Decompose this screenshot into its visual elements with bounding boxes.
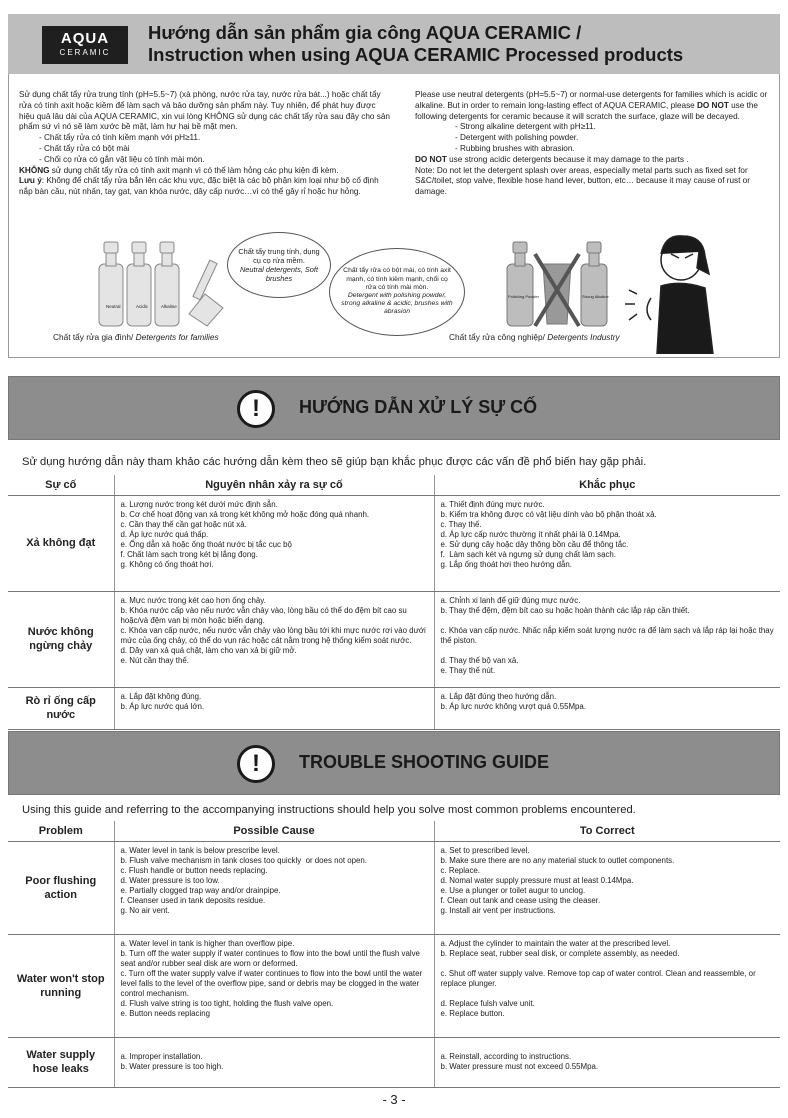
page-title [148, 22, 683, 66]
bottle-label-alkaline: Alkaline [161, 304, 177, 309]
info-en-item: - Rubbing brushes with abrasion. [455, 143, 575, 153]
problem-cell: Water supply hose leaks [8, 1037, 114, 1087]
col-header-problem: Sự cố [8, 475, 114, 495]
page-number: - 3 - [382, 1092, 406, 1107]
info-vn-item: - Chất tẩy rửa có tính kiềm mạnh với pH≥11. [39, 133, 201, 143]
para-text: Please use neutral detergents (pH=5.5~7) or normal-use detergents for families which is acidic or alkaline. But in order to remain long-lasting effect of AQUA CERAMIC, please [415, 90, 768, 110]
bottle-label-strong-alkaline: Strong Alkaline [582, 294, 609, 299]
info-vn-item: - Chổi cọ rửa có gắn vật liệu có tính mài mòn. [39, 154, 205, 164]
caption-vn: Chất tẩy rửa công nghiệp/ [449, 332, 545, 342]
bubble-en: Neutral detergents, Soft brushes [239, 265, 319, 283]
info-en-note: Note: Do not let the detergent splash over areas, especially metal parts such as fixed set for S&C/toilet, stop valve, flexible hose hand lever, button, etc… because it may cause of rust or damage. [415, 165, 750, 197]
caption-industry [449, 332, 620, 342]
section-intro-vn: Sử dụng hướng dẫn này tham khảo các hướng dẫn kèm theo sẽ giúp bạn khắc phục được các vấn đề phổ biến hay gặp phải. [22, 456, 647, 468]
para-keyword: DO NOT [697, 100, 729, 110]
section-bar-vn [8, 376, 780, 440]
cause-cell: a. Mực nước trong két cao hơn ống chảy. b. Khóa nước cấp vào nếu nước vẫn chảy vào, lòng bầu có thể do đệm bít cao su hoặc/và đệm van bị mòn hoặc biến dạng. c. Khóa van cấp nước, nếu nước vẫn chảy vào lòng bầu tới khi mực nước rơi vào dưới mức của ống chảy, có thể do vụn rác hoặc cát nằm trong hệ thống kiểm soát nước. d. Dây van xả quá chặt, làm cho van xả bị giữ mở. e. Nút cần thay thế. [114, 591, 434, 687]
bubble-en: Detergent with polishing powder, strong alkaline & acidic, brushes with abrasion [341, 292, 453, 316]
warning-text: use strong acidic detergents because it may damage to the parts . [446, 154, 689, 164]
problem-cell: Rò rỉ ống cấp nước [8, 687, 114, 729]
fix-cell: a. Chỉnh xi lanh để giữ đúng mực nước. b. Thay thế đệm, đệm bít cao su hoặc hoàn thành các lắp ráp cần thiết. c. Khóa van cấp nước. Nhấc nắp kiểm soát lượng nước ra để làm sạch và lắp ráp lại hoặc thay thế piston. d. Thay thế bộ van xả. e. Thay thế nút. [434, 591, 780, 687]
info-en-item: - Strong alkaline detergent with pH≥11. [455, 122, 596, 132]
para-text: use the following detergents for ceramic because it will scratch the surface, glaze will be decayed. [415, 100, 758, 121]
caption-vn: Chất tẩy rửa gia đình/ [53, 332, 134, 342]
caption-en: Detergents for families [133, 332, 219, 342]
section-intro-en: Using this guide and referring to the accompanying instructions should help you solve most common problems encountered. [22, 804, 636, 816]
info-vn-warning [19, 166, 391, 177]
col-header-fix: Khắc phục [434, 475, 780, 495]
note-text: : Không để chất tẩy rửa bắn lên các khu vực, đặc biệt là các bộ phận kim loại như bộ cố định nắp bàn cầu, nút nhấn, tay gạt, van khóa nước, dây cấp nước…vì có thể gây rỉ hoặc hư hỏng. [19, 176, 379, 197]
table-header-row [8, 475, 780, 495]
warning-icon: ! [237, 745, 275, 783]
warning-keyword: KHÔNG [19, 165, 50, 175]
bottle-label-polishing: Polishing Powder [508, 294, 539, 299]
cause-cell: a. Lượng nước trong két dưới mức định sẵn. b. Cơ chế hoạt động van xả trong két không mở hoặc đóng quá nhanh. c. Cần thay thế cần gạt hoặc nút xả. d. Áp lực nước quá thấp. e. Ống dẫn xả hoặc ống thoát nước bị tắc cục bộ f. Chất làm sạch trong két bị lắng đọng. g. Không có ống thoát hơi. [114, 495, 434, 591]
col-header-cause: Possible Cause [114, 821, 434, 841]
detergent-info-box [8, 74, 780, 358]
caption-en: Detergents Industry [544, 332, 620, 342]
troubleshoot-table-vn [8, 475, 780, 730]
bubble-vn: Chất tẩy rửa có bột mài, có tính axit mạnh, có tính kiềm mạnh, chổi cọ rửa có tính mài mòn. [343, 267, 451, 291]
section-title-en: TROUBLE SHOOTING GUIDE [299, 752, 550, 772]
table-row [8, 934, 780, 1037]
speech-bubble-neutral [227, 232, 331, 298]
fix-cell: a. Reinstall, according to instructions. b. Water pressure must not exceed 0.55Mpa. [434, 1037, 780, 1087]
problem-cell: Water won't stop running [8, 934, 114, 1037]
fix-cell: a. Adjust the cylinder to maintain the water at the prescribed level. b. Replace seat, rubber seal disk, or complete assembly, as needed. c. Shut off water supply valve. Remove top cap of water control. Clean and reassemble, or replace plunger. d. Replace fulsh valve unit. e. Replace button. [434, 934, 780, 1037]
speech-bubble-harsh [329, 248, 465, 336]
problem-cell: Xả không đạt [8, 495, 114, 591]
section-bar-en [8, 731, 780, 795]
table-row [8, 841, 780, 934]
table-row [8, 591, 780, 687]
warning-icon: ! [237, 390, 275, 428]
cause-cell: a. Water level in tank is higher than overflow pipe. b. Turn off the water supply if water continues to flow into the bowl until the flush valve seat and/or rubber seal disk are worn or deformed. c. Turn off the water supply valve if water continues to flow into the bowl until the water level falls to the level of the overflow pipe, sand or debris may be clogged in the water control mechanism. d. Flush valve string is too tight, holding the flush valve open. e. Button needs replacing [114, 934, 434, 1037]
col-header-fix: To Correct [434, 821, 780, 841]
fix-cell: a. Thiết định đúng mực nước. b. Kiểm tra không được có vật liệu dính vào bộ phận thoát xả. c. Thay thế. d. Áp lực cấp nước thường ít nhất phải là 0.14Mpa. e. Sử dụng cây hoặc dây thông bồn cầu để thông tắc. f. Làm sạch két và ngưng sử dụng chất làm sạch. g. Lắp ống thoát hơi theo hướng dẫn. [434, 495, 780, 591]
info-column-en [415, 90, 775, 198]
distressed-person-icon [621, 224, 731, 354]
logo-text-aqua: AQUA [60, 30, 110, 47]
info-vn-note [19, 176, 391, 198]
note-keyword: Lưu ý [19, 176, 42, 186]
page-header [8, 14, 780, 74]
title-en: Instruction when using AQUA CERAMIC Processed products [148, 44, 684, 65]
logo-text-ceramic: CERAMIC [59, 48, 111, 57]
info-en-item: - Detergent with polishing powder. [455, 133, 579, 143]
bottle-label-neutral: Neutral [106, 304, 121, 309]
industrial-detergent-crossed-icon [501, 234, 621, 334]
col-header-problem: Problem [8, 821, 114, 841]
table-header-row [8, 821, 780, 841]
cause-cell: a. Lắp đặt không đúng. b. Áp lực nước quá lớn. [114, 687, 434, 729]
col-header-cause: Nguyên nhân xảy ra sự cố [114, 475, 434, 495]
info-vn-para: Sử dụng chất tẩy rửa trung tính (pH=5.5~7) (xà phòng, nước rửa tay, nước rửa bát...) hoặc chất tẩy rửa có tính axit hoặc kiềm để làm sạch và bảo dưỡng sản phẩm này. Tuy nhiên, để phát huy được hiệu quả lâu dài của AQUA CERAMIC, xin vui lòng KHÔNG sử dụng các chất tẩy rửa sau đây cho sản phẩm sứ vì nó sẽ làm xước bề mặt, làm hư hại bề mặt men. [19, 90, 390, 132]
info-vn-item: - Chất tẩy rửa có bột mài [39, 143, 130, 153]
info-en-warning [415, 155, 775, 166]
table-row [8, 687, 780, 729]
warning-keyword: DO NOT [415, 154, 447, 164]
cause-cell: a. Water level in tank is below prescribe level. b. Flush valve mechanism in tank closes too quickly or does not open. c. Flush handle or button needs replacing. d. Water pressure is too low. e. Partially clogged trap way and/or drainpipe. f. Cleanser used in tank deposits residue. g. No air vent. [114, 841, 434, 934]
aqua-ceramic-logo [42, 26, 128, 64]
warning-text: sử dụng chất tẩy rửa có tính axit mạnh vì có thể làm hỏng các phụ kiện đi kèm. [49, 165, 339, 175]
problem-cell: Poor flushing action [8, 841, 114, 934]
caption-household [53, 332, 219, 342]
troubleshoot-table-en [8, 821, 780, 1088]
table-row [8, 495, 780, 591]
problem-cell: Nước không ngừng chảy [8, 591, 114, 687]
info-en-para [415, 90, 775, 122]
bottle-label-acidic: Acidic [136, 304, 149, 309]
cause-cell: a. Improper installation. b. Water pressure is too high. [114, 1037, 434, 1087]
info-column-vn [19, 90, 391, 198]
bubble-vn: Chất tẩy trung tính, dụng cụ cọ rửa mềm. [238, 247, 320, 265]
title-vn: Hướng dẫn sản phẩm gia công AQUA CERAMIC / [148, 22, 582, 43]
fix-cell: a. Set to prescribed level. b. Make sure there are no any material stuck to outlet components. c. Replace. d. Nomal water supply pressure must at least 0.14Mpa. e. Use a plunger or toilet augur to unclog. f. Clean out tank and cease using the cleaser. g. Install air vent per instructions. [434, 841, 780, 934]
fix-cell: a. Lắp đặt đúng theo hướng dẫn. b. Áp lực nước không vượt quá 0.55Mpa. [434, 687, 780, 729]
household-detergent-bottles-icon [89, 234, 229, 334]
table-row [8, 1037, 780, 1087]
section-title-vn: HƯỚNG DẪN XỬ LÝ SỰ CỐ [299, 397, 538, 417]
